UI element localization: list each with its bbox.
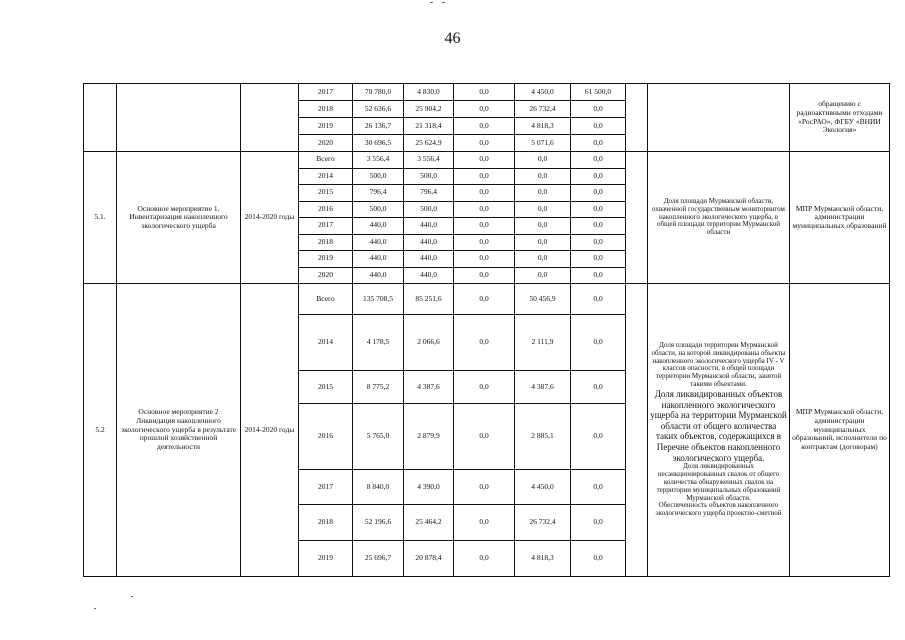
other-sources-cell: 0,0	[571, 234, 626, 251]
other-sources-cell: 0,0	[571, 118, 626, 135]
municipal-budget-cell: 0,0	[454, 541, 515, 577]
year-cell: Всего	[299, 284, 353, 315]
federal-budget-cell: 4 818,3	[515, 541, 571, 577]
municipal-budget-cell: 0,0	[454, 185, 515, 202]
responsible-cell: обращению с радиоактивными отходами «РосРАО», ФГБУ «ВНИИ Экология»	[790, 84, 890, 152]
municipal-budget-cell: 0,0	[454, 152, 515, 169]
total-cell: 5 765,0	[353, 404, 404, 470]
regional-budget-cell: 21 318,4	[404, 118, 454, 135]
federal-budget-cell: 0,0	[515, 267, 571, 284]
total-cell: 4 178,5	[353, 315, 404, 371]
total-cell: 3 556,4	[353, 152, 404, 169]
year-cell: 2019	[299, 541, 353, 577]
measure-name: Основное мероприятие 2 Ликвидация накопленного экологического ущерба в результате прошлой хозяйственной деятельности	[117, 284, 241, 577]
municipal-budget-cell: 0,0	[454, 267, 515, 284]
municipal-budget-cell: 0,0	[454, 505, 515, 541]
other-sources-cell: 0,0	[571, 168, 626, 185]
federal-budget-cell: 2 885,1	[515, 404, 571, 470]
regional-budget-cell: 796,4	[404, 185, 454, 202]
total-cell: 26 136,7	[353, 118, 404, 135]
gap-cell	[626, 152, 648, 284]
other-sources-cell: 0,0	[571, 371, 626, 404]
regional-budget-cell: 25 464,2	[404, 505, 454, 541]
total-cell: 440,0	[353, 218, 404, 235]
regional-budget-cell: 4 387,6	[404, 371, 454, 404]
page-number: 46	[444, 30, 461, 47]
year-cell: 2015	[299, 371, 353, 404]
measure-number: 5.1.	[84, 152, 117, 284]
federal-budget-cell: 0,0	[515, 251, 571, 268]
federal-budget-cell: 0,0	[515, 218, 571, 235]
regional-budget-cell: 2 879,9	[404, 404, 454, 470]
indicator-text: Доля площади территории Мурманской области, на которой ликвидированы объекты накопленного экологического ущерба IV - V классов опасности, в общей площади территории Мурманской области, занятой такими объектами.	[651, 340, 786, 389]
year-cell: 2018	[299, 505, 353, 541]
measure-period: 2014-2020 годы	[241, 284, 299, 577]
year-cell: 2017	[299, 84, 353, 101]
other-sources-cell: 0,0	[571, 541, 626, 577]
num-cell	[84, 84, 117, 152]
scan-mark	[94, 608, 96, 609]
total-cell: 796,4	[353, 185, 404, 202]
federal-budget-cell: 4 450,0	[515, 84, 571, 101]
total-cell: 52 636,6	[353, 101, 404, 118]
regional-budget-cell: 85 251,6	[404, 284, 454, 315]
other-sources-cell: 0,0	[571, 185, 626, 202]
federal-budget-cell: 2 111,9	[515, 315, 571, 371]
program-table	[83, 83, 890, 577]
regional-budget-cell: 4 390,0	[404, 470, 454, 505]
federal-budget-cell: 26 732,4	[515, 101, 571, 118]
indicator-cell	[648, 84, 790, 152]
year-cell: 2018	[299, 101, 353, 118]
total-cell: 440,0	[353, 267, 404, 284]
year-cell: 2014	[299, 315, 353, 371]
regional-budget-cell: 500,0	[404, 168, 454, 185]
year-cell: 2018	[299, 234, 353, 251]
other-sources-cell: 0,0	[571, 152, 626, 169]
year-cell: 2015	[299, 185, 353, 202]
other-sources-cell: 0,0	[571, 218, 626, 235]
other-sources-cell: 0,0	[571, 251, 626, 268]
year-cell: 2016	[299, 201, 353, 218]
federal-budget-cell: 26 732,4	[515, 505, 571, 541]
other-sources-cell: 0,0	[571, 101, 626, 118]
regional-budget-cell: 440,0	[404, 234, 454, 251]
municipal-budget-cell: 0,0	[454, 218, 515, 235]
municipal-budget-cell: 0,0	[454, 470, 515, 505]
year-cell: 2017	[299, 470, 353, 505]
regional-budget-cell: 25 904,2	[404, 101, 454, 118]
total-cell: 30 696,5	[353, 135, 404, 152]
municipal-budget-cell: 0,0	[454, 135, 515, 152]
municipal-budget-cell: 0,0	[454, 315, 515, 371]
measure-number: 5.2	[84, 284, 117, 577]
regional-budget-cell: 25 624,9	[404, 135, 454, 152]
municipal-budget-cell: 0,0	[454, 251, 515, 268]
federal-budget-cell: 0,0	[515, 185, 571, 202]
municipal-budget-cell: 0,0	[454, 234, 515, 251]
total-cell: 500,0	[353, 201, 404, 218]
other-sources-cell: 0,0	[571, 284, 626, 315]
federal-budget-cell: 4 818,3	[515, 118, 571, 135]
indicator-cell	[648, 284, 790, 577]
year-cell: 2019	[299, 118, 353, 135]
regional-budget-cell: 20 878,4	[404, 541, 454, 577]
regional-budget-cell: 3 556,4	[404, 152, 454, 169]
year-cell: 2020	[299, 267, 353, 284]
municipal-budget-cell: 0,0	[454, 84, 515, 101]
total-cell: 8 840,0	[353, 470, 404, 505]
table-row	[84, 84, 890, 101]
federal-budget-cell: 4 450,0	[515, 470, 571, 505]
scan-mark	[430, 2, 433, 3]
year-cell: 2019	[299, 251, 353, 268]
regional-budget-cell: 500,0	[404, 201, 454, 218]
other-sources-cell: 0,0	[571, 201, 626, 218]
municipal-budget-cell: 0,0	[454, 168, 515, 185]
regional-budget-cell: 2 066,6	[404, 315, 454, 371]
total-cell: 52 196,6	[353, 505, 404, 541]
municipal-budget-cell: 0,0	[454, 284, 515, 315]
regional-budget-cell: 440,0	[404, 267, 454, 284]
period-cell	[241, 84, 299, 152]
federal-budget-cell: 0,0	[515, 234, 571, 251]
year-cell: 2014	[299, 168, 353, 185]
total-cell: 8 775,2	[353, 371, 404, 404]
name-cell	[117, 84, 241, 152]
municipal-budget-cell: 0,0	[454, 404, 515, 470]
indicator-text: Обеспеченность объектов накопленного экологического ущерба проектно-сметной	[655, 501, 782, 518]
total-cell: 135 708,5	[353, 284, 404, 315]
total-cell: 70 780,0	[353, 84, 404, 101]
responsible-cell: МПР Мурманской области, администрации муниципальных образований, исполнители по контрактам (договорам)	[790, 284, 890, 577]
municipal-budget-cell: 0,0	[454, 371, 515, 404]
gap-cell	[626, 84, 648, 152]
other-sources-cell: 0,0	[571, 470, 626, 505]
total-cell: 25 696,7	[353, 541, 404, 577]
indicator-text: Доля ликвидированных несанкционированных свалок от общего количества обнаруженных свалок на территории муниципальных образований Мурманской области.	[656, 462, 781, 502]
municipal-budget-cell: 0,0	[454, 101, 515, 118]
other-sources-cell: 0,0	[571, 505, 626, 541]
year-cell: Всего	[299, 152, 353, 169]
regional-budget-cell: 4 830,0	[404, 84, 454, 101]
scan-mark	[442, 2, 445, 3]
other-sources-cell: 0,0	[571, 267, 626, 284]
federal-budget-cell: 0,0	[515, 152, 571, 169]
table-row	[84, 284, 890, 315]
other-sources-cell: 0,0	[571, 404, 626, 470]
responsible-cell: МПР Мурманской области, администрации муниципальных образований	[790, 152, 890, 284]
federal-budget-cell: 0,0	[515, 168, 571, 185]
table-row	[84, 152, 890, 169]
other-sources-cell: 0,0	[571, 135, 626, 152]
total-cell: 500,0	[353, 168, 404, 185]
measure-period: 2014-2020 годы	[241, 152, 299, 284]
indicator-text: Доля ликвидированных объектов накопленного экологического ущерба на территории Мурманской области от общего количества таких объектов, содержащихся в Перечне объектов накопленного экологического ущерба.	[650, 388, 787, 463]
federal-budget-cell: 4 387,6	[515, 371, 571, 404]
municipal-budget-cell: 0,0	[454, 118, 515, 135]
total-cell: 440,0	[353, 251, 404, 268]
other-sources-cell: 61 500,0	[571, 84, 626, 101]
gap-cell	[626, 284, 648, 577]
year-cell: 2020	[299, 135, 353, 152]
year-cell: 2016	[299, 404, 353, 470]
federal-budget-cell: 0,0	[515, 201, 571, 218]
total-cell: 440,0	[353, 234, 404, 251]
other-sources-cell: 0,0	[571, 315, 626, 371]
measure-name: Основное мероприятие 1. Инвентаризация накопленного экологического ущерба	[117, 152, 241, 284]
regional-budget-cell: 440,0	[404, 218, 454, 235]
municipal-budget-cell: 0,0	[454, 201, 515, 218]
federal-budget-cell: 50 456,9	[515, 284, 571, 315]
year-cell: 2017	[299, 218, 353, 235]
federal-budget-cell: 5 071,6	[515, 135, 571, 152]
indicator-cell: Доля площади Мурманской области, охваченной государственным мониторингом накопленного экологического ущерба, в общей площади территории Мурманской области	[648, 152, 790, 284]
scan-mark	[131, 596, 133, 597]
regional-budget-cell: 440,0	[404, 251, 454, 268]
